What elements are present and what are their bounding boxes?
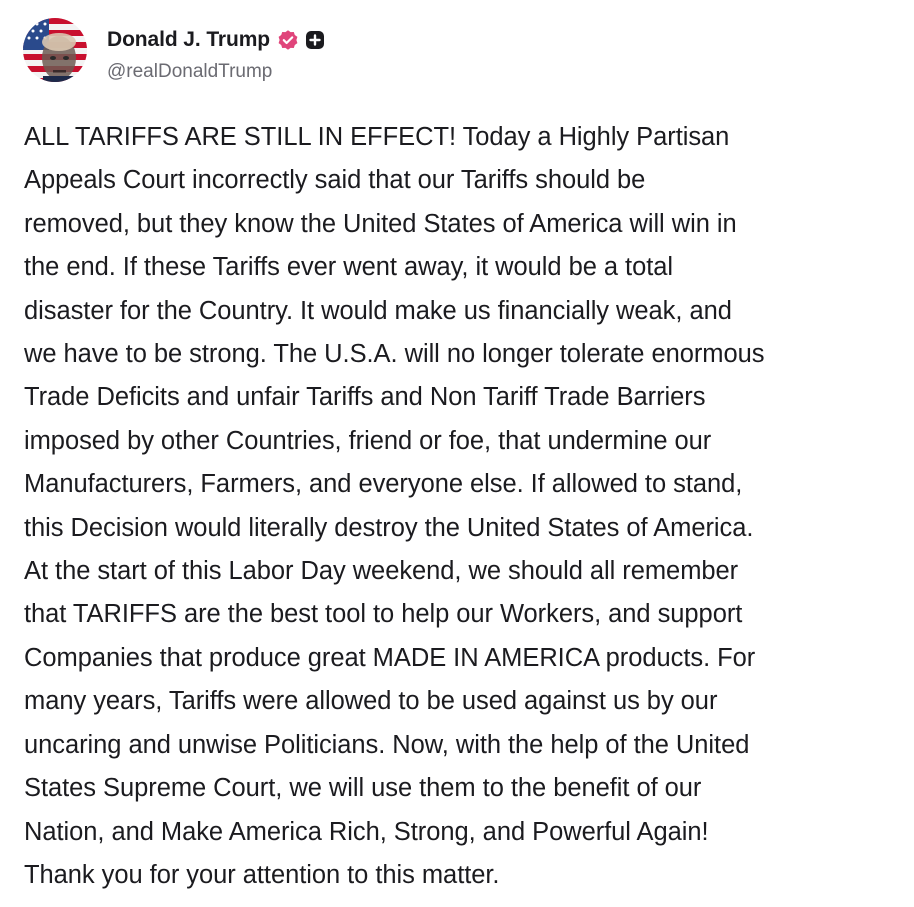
post-body-text: ALL TARIFFS ARE STILL IN EFFECT! Today a Highly Partisan Appeals Court incorrectly said that our Tariffs should be removed, but they know the United States of America will win in the end. If these Tariffs ever went away, it would be a total disaster for the Country. It would make us financially weak, and we have to be strong. The U.S.A. will no longer tolerate enormous Trade Deficits and unfair Tariffs and Non Tariff Trade Barriers imposed by other Countries, friend or foe, that undermine our Manufacturers, Farmers, and everyone else. If allowed to stand, this Decision would literally destroy the United States of America. At the start of this Labor Day weekend, we should all remember that TARIFFS are the best tool to help our Workers, and support Companies that produce great MADE IN AMERICA products. For many years, Tariffs were allowed to be used against us by our uncaring and unwise Politicians. Now, with the help of the United States Supreme Court, we will use them to the benefit of our Nation, and Make America Rich, Strong, and Powerful Again! Thank you for your attention to this matter. (24, 123, 765, 889)
verified-badge-icon (277, 29, 299, 51)
avatar[interactable] (23, 18, 87, 82)
plus-badge-icon (305, 30, 325, 50)
avatar-image (23, 18, 87, 82)
name-row (107, 27, 325, 53)
post-header (23, 18, 325, 83)
display-name[interactable]: Donald J. Trump (107, 28, 271, 51)
author-handle[interactable]: @realDonaldTrump (107, 61, 273, 82)
author-identity (107, 27, 325, 83)
